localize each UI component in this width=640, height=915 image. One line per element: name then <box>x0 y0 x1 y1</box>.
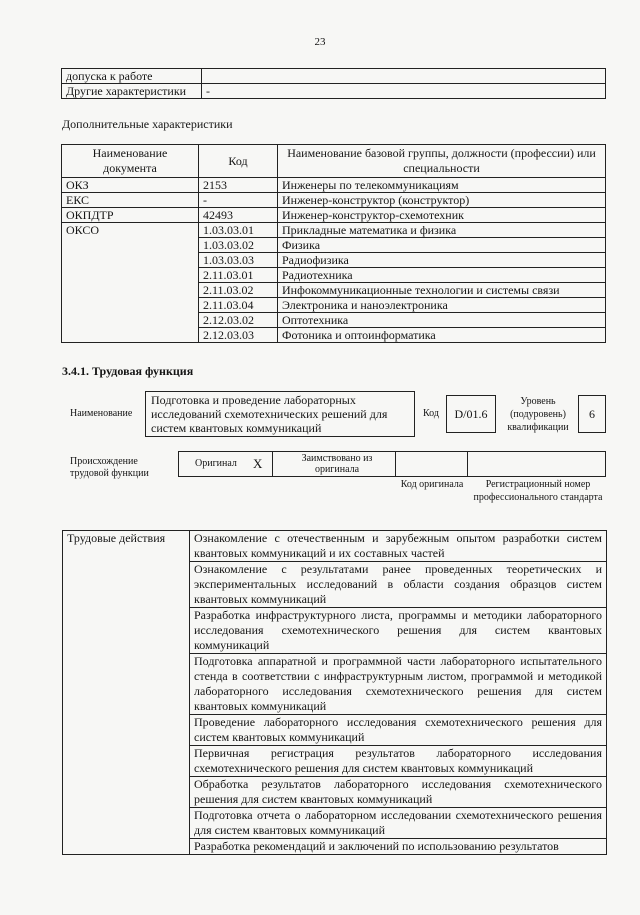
cell-doc: ОКСО <box>62 223 199 343</box>
table-row <box>62 223 606 238</box>
name-label: Наименование <box>70 408 133 419</box>
cell-code: 2.11.03.04 <box>199 298 278 313</box>
table-row <box>63 531 607 562</box>
function-title: 3.4.1. Трудовая функция <box>62 364 194 378</box>
cell-name: Физика <box>278 238 606 253</box>
action-item: Подготовка аппаратной и программной части лабораторного испытательного стенда в соответствии с инфраструктурным листом, программой и методикой лабораторного исследования схемотехнического решения для систем квантовых коммуникаций <box>190 654 607 715</box>
cell-doc: ОКЗ <box>62 178 199 193</box>
divider <box>272 452 273 476</box>
action-item: Первичная регистрация результатов лабораторного исследования схемотехнического решения для систем квантовых коммуникаций <box>190 746 607 777</box>
cell-code: 1.03.03.02 <box>199 238 278 253</box>
actions-label: Трудовые действия <box>63 531 190 855</box>
function-code-box <box>446 395 496 433</box>
table-row <box>62 208 606 223</box>
divider <box>395 452 396 476</box>
cell-doc: ОКПДТР <box>62 208 199 223</box>
row-value <box>202 69 606 84</box>
cell-name: Радиофизика <box>278 253 606 268</box>
cell-name: Оптотехника <box>278 313 606 328</box>
table-row <box>62 69 606 84</box>
row-value: - <box>202 84 606 99</box>
additional-title: Дополнительные характеристики <box>62 117 233 131</box>
origin-label: Происхождение трудовой функции <box>70 456 149 479</box>
cell-code: - <box>199 193 278 208</box>
function-name-box <box>145 391 415 437</box>
reg-number-label: Регистрационный номер профессионального стандарта <box>473 479 603 503</box>
code-original-label: Код оригинала <box>400 479 464 490</box>
cell-code: 2.11.03.02 <box>199 283 278 298</box>
row-label: допуска к работе <box>62 69 202 84</box>
cell-code: 1.03.03.01 <box>199 223 278 238</box>
function-name: Подготовка и проведение лабораторных исследований схемотехнических решений для систем квантовых коммуникаций <box>151 393 388 435</box>
cell-name: Электроника и наноэлектроника <box>278 298 606 313</box>
table-row <box>62 193 606 208</box>
borrowed-label: Заимствовано из оригинала <box>301 453 373 475</box>
action-item: Ознакомление с результатами ранее проведенных теоретических и экспериментальных исследований в области создания образцов систем квантовых коммуникаций <box>190 562 607 608</box>
header-code: Код <box>199 145 278 178</box>
function-code: D/01.6 <box>454 407 488 421</box>
cell-code: 2.12.03.03 <box>199 328 278 343</box>
cell-name: Инженеры по телекоммуникациям <box>278 178 606 193</box>
cell-name: Фотоника и оптоинформатика <box>278 328 606 343</box>
cell-code: 2153 <box>199 178 278 193</box>
action-item: Подготовка отчета о лабораторном исследовании схемотехнического решения для систем квантовых коммуникаций <box>190 808 607 839</box>
top-table <box>61 68 606 99</box>
additional-table <box>61 144 606 343</box>
action-item: Разработка рекомендаций и заключений по использованию результатов <box>190 839 607 855</box>
action-item: Обработка результатов лабораторного исследования схемотехнического решения для систем квантовых коммуникаций <box>190 777 607 808</box>
cell-name: Радиотехника <box>278 268 606 283</box>
row-label: Другие характеристики <box>62 84 202 99</box>
action-item: Ознакомление с отечественным и зарубежным опытом разработки систем квантовых коммуникаций и их составных частей <box>190 531 607 562</box>
original-mark: X <box>253 456 263 471</box>
divider <box>467 452 468 476</box>
cell-name: Инженер-конструктор-схемотехник <box>278 208 606 223</box>
level-box <box>578 395 606 433</box>
cell-code: 2.12.03.02 <box>199 313 278 328</box>
actions-table <box>62 530 607 855</box>
cell-name: Инфокоммуникационные технологии и системы связи <box>278 283 606 298</box>
cell-code: 1.03.03.03 <box>199 253 278 268</box>
table-row <box>62 178 606 193</box>
level-label: Уровень (подуровень) квалификации <box>507 396 569 433</box>
cell-name: Инженер-конструктор (конструктор) <box>278 193 606 208</box>
cell-code: 2.11.03.01 <box>199 268 278 283</box>
page-number: 23 <box>314 36 326 48</box>
cell-code: 42493 <box>199 208 278 223</box>
header-doc: Наименование документа <box>62 145 199 178</box>
cell-doc: ЕКС <box>62 193 199 208</box>
level-value: 6 <box>589 407 595 421</box>
table-header <box>62 145 606 178</box>
header-name: Наименование базовой группы, должности (профессии) или специальности <box>278 145 606 178</box>
action-item: Разработка инфраструктурного листа, программы и методики лабораторного исследования схемотехнического решения для систем квантовых коммуникаций <box>190 608 607 654</box>
cell-name: Прикладные математика и физика <box>278 223 606 238</box>
action-item: Проведение лабораторного исследования схемотехнического решения для систем квантовых коммуникаций <box>190 715 607 746</box>
table-row <box>62 84 606 99</box>
original-label: Оригинал <box>195 458 237 469</box>
code-label: Код <box>423 408 439 419</box>
origin-box <box>178 451 606 477</box>
